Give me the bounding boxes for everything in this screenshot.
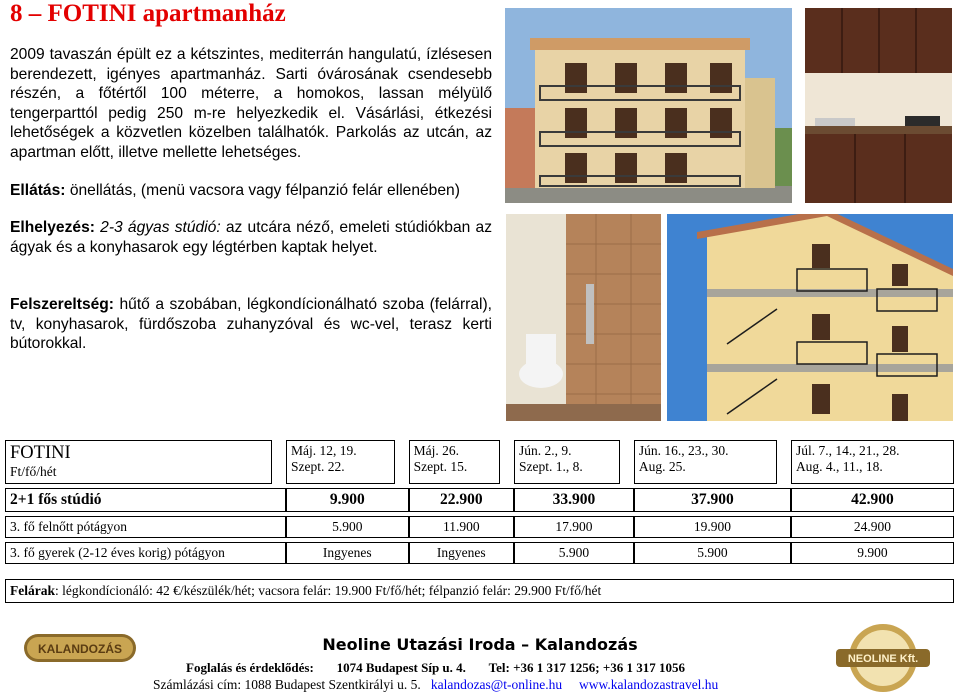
board-paragraph <box>10 181 492 201</box>
period-line: Júl. 7., 14., 21., 28. <box>795 443 900 458</box>
price-table <box>5 436 954 568</box>
price-cell: 5.900 <box>286 516 409 538</box>
agency-name: Neoline Utazási Iroda – Kalandozás <box>322 635 638 654</box>
kitchenette-photo <box>805 8 952 203</box>
price-cell: 11.900 <box>409 516 514 538</box>
period-line: Szept. 22. <box>291 459 345 474</box>
row-label: 2+1 fős stúdió <box>5 488 286 512</box>
equipment-paragraph <box>10 295 492 354</box>
building-balconies-photo <box>667 214 953 421</box>
accommodation-label: Elhelyezés: <box>10 219 95 236</box>
board-label: Ellátás: <box>10 182 66 199</box>
period-cell <box>286 440 395 484</box>
board-text: önellátás, (menü vacsora vagy félpanzió felár ellenében) <box>65 182 460 199</box>
period-line: Aug. 4., 11., 18. <box>795 459 883 474</box>
page-title: 8 – FOTINI apartmanház <box>10 0 286 27</box>
office-address: 1074 Budapest Síp u. 4. <box>336 660 466 675</box>
price-row <box>5 488 954 512</box>
price-cell: Ingyenes <box>409 542 514 564</box>
period-line: Szept. 15. <box>413 459 468 474</box>
intro-paragraph: 2009 tavaszán épült ez a kétszintes, mediterrán hangulatú, ízlésesen berendezett, igényes apartmanház. Sarti óvárosának csendesebb részén, a főtértől 100 méterre, a homokos, lassan mélyülő tengerparttól pedig 250 m-re helyezkedik el. Vásárlási, étkezési lehetőségek a közvetlen közelben találhatók. Parkolás az utcán, az apartman előtt, illetve mellette lehetséges. <box>10 46 492 161</box>
period-line: Jún. 16., 23., 30. <box>638 443 729 458</box>
row-label: 3. fő gyerek (2-12 éves korig) pótágyon <box>5 542 286 564</box>
period-line: Máj. 12, 19. <box>291 443 357 458</box>
building-front-photo <box>505 8 792 203</box>
equipment-text: hűtő a szobában, légkondícionálható szoba (felárral), tv, konyhasarok, fürdőszoba zuhanyzóval és wc-vel, terasz kerti bútorokkal. <box>10 296 492 352</box>
price-row <box>5 516 954 538</box>
price-cell: 17.900 <box>514 516 634 538</box>
website-link[interactable]: www.kalandozastravel.hu <box>578 677 719 692</box>
logo-right-text: NEOLINE Kft. <box>847 653 919 665</box>
price-table-brand-cell <box>5 440 272 484</box>
period-line: Aug. 25. <box>638 459 686 474</box>
period-cell <box>514 440 620 484</box>
price-cell: 9.900 <box>286 488 409 512</box>
price-cell: 42.900 <box>791 488 954 512</box>
price-table-header <box>5 440 954 484</box>
accommodation-type: 2-3 ágyas stúdió: <box>94 219 221 236</box>
surcharges-label: Felárak <box>10 583 55 598</box>
price-cell: 9.900 <box>791 542 954 564</box>
price-cell: 5.900 <box>634 542 791 564</box>
period-cell <box>634 440 777 484</box>
period-line: Máj. 26. <box>413 443 459 458</box>
equipment-label: Felszereltség: <box>10 296 115 313</box>
unit-label: Ft/fő/hét <box>10 464 57 479</box>
price-cell: 5.900 <box>514 542 634 564</box>
price-cell: 33.900 <box>514 488 634 512</box>
price-cell: 24.900 <box>791 516 954 538</box>
surcharges-text: : légkondícionáló: 42 €/készülék/hét; vacsora felár: 19.900 Ft/fő/hét; félpanzió felár: 29.900 Ft/fő/hét <box>55 583 602 598</box>
price-row <box>5 542 954 564</box>
bathroom-photo <box>506 214 661 421</box>
price-cell: Ingyenes <box>286 542 409 564</box>
period-cell <box>409 440 500 484</box>
price-cell: 37.900 <box>634 488 791 512</box>
period-line: Jún. 2., 9. <box>518 443 572 458</box>
billing-line <box>153 677 718 693</box>
phone-numbers: Tel: +36 1 317 1256; +36 1 317 1056 <box>488 660 685 675</box>
price-cell: 19.900 <box>634 516 791 538</box>
row-label: 3. fő felnőtt pótágyon <box>5 516 286 538</box>
accommodation-paragraph <box>10 218 492 257</box>
neoline-logo <box>826 622 940 694</box>
period-cell <box>791 440 954 484</box>
billing-address: Számlázási cím: 1088 Budapest Szentkirályi u. 5. <box>153 677 421 692</box>
surcharges-row <box>5 579 954 603</box>
brand-label: FOTINI <box>10 443 71 463</box>
booking-label: Foglalás és érdeklődés: <box>186 660 314 675</box>
period-line: Szept. 1., 8. <box>518 459 583 474</box>
accommodation-text: az utcára néző, emeleti stúdiókban az ágyak és a konyhasarok egy légtérben kaptak helyet. <box>10 219 492 256</box>
logo-left-text: KALANDOZÁS <box>38 642 122 656</box>
booking-line <box>186 660 685 676</box>
email-link[interactable]: kalandozas@t-online.hu <box>430 677 563 692</box>
price-cell: 22.900 <box>409 488 514 512</box>
